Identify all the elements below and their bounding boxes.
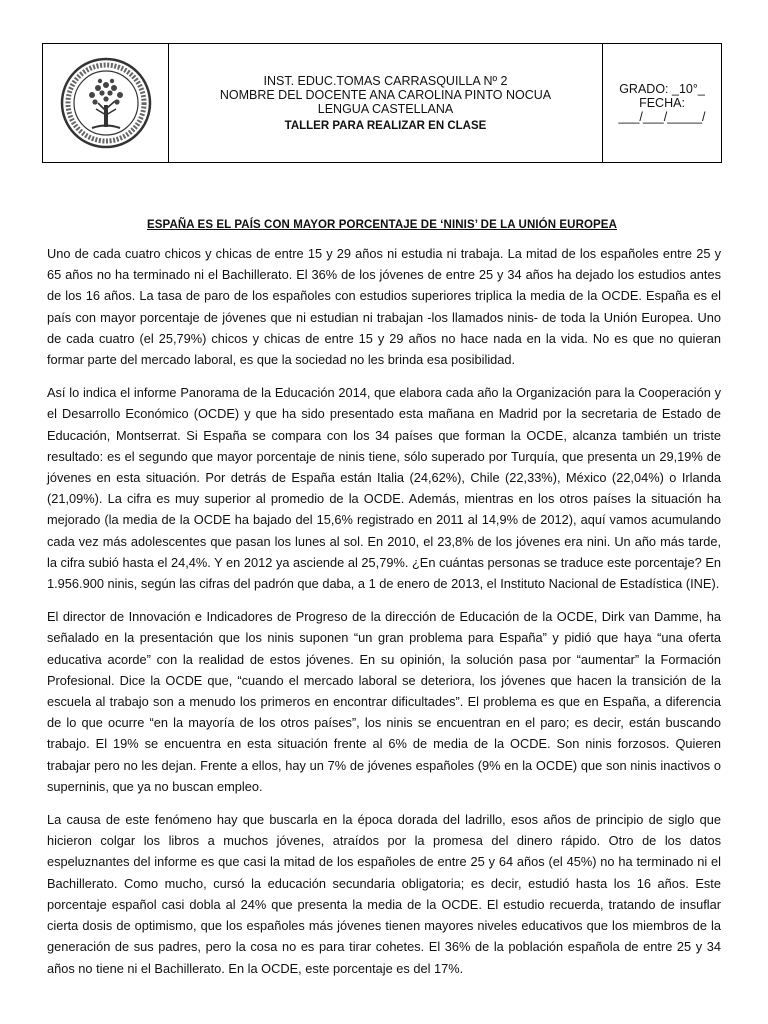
institution-info <box>169 44 603 162</box>
institution-name: INST. EDUC.TOMAS CARRASQUILLA Nº 2 <box>263 73 508 88</box>
grade-field: GRADO: _10°_ <box>619 82 705 96</box>
paragraph: Así lo indica el informe Panorama de la Educación 2014, que elabora cada año la Organización para la Cooperación y el Desarrollo Económico (OCDE) y que ha sido presentado esta mañana en Madrid por la secretaria de Estado de Educación, Montserrat. Si España se compara con los 34 países que forman la OCDE, alcanza también un triste resultado: es el segundo que mayor porcentaje de ninis tiene, sólo superado por Turquía, que presenta un 29,19% de jóvenes en esta situación. Por detrás de España están Italia (24,62%), Chile (22,33%), México (22,04%) o Irlanda (21,09%). La cifra es muy superior al promedio de la OCDE. Además, mientras en los otros países la situación ha mejorado (la media de la OCDE ha bajado del 15,6% registrado en 2011 al 14,9% de 2012), aquí vamos acumulando cada vez más adolescentes que pasan los lunes al sol. En 2010, el 23,8% de los jóvenes era nini. Un año más tarde, la cifra subió hasta el 24,4%. Y en 2012 ya asciende al 25,79%. ¿En cuántas personas se traduce este porcentaje? En 1.956.900 ninis, según las cifras del padrón que daba, a 1 de enero de 2013, el Instituto Nacional de Estadística (INE). <box>47 385 721 592</box>
header-table <box>42 43 722 163</box>
date-blank: ___/___/_____/ <box>618 110 706 124</box>
logo-cell <box>43 44 169 162</box>
article-body <box>47 243 721 991</box>
article-title: ESPAÑA ES EL PAÍS CON MAYOR PORCENTAJE DE ‘NINIS’ DE LA UNIÓN EUROPEA <box>147 219 617 231</box>
paragraph: La causa de este fenómeno hay que buscarla en la época dorada del ladrillo, esos años de principio de siglo que hicieron colgar los libros a muchos jóvenes, atraídos por la promesa del dinero rápido. Otro de los datos espeluznantes del informe es que casi la mitad de los españoles de entre 25 y 64 años (el 45%) no ha terminado ni el Bachillerato. Como mucho, cursó la educación secundaria obligatoria; es decir, estudió hasta los 16 años. Este porcentaje español casi dobla al 24% que presenta la media de la OCDE. El estudio recuerda, tratando de insuflar cierta dosis de optimismo, que los españoles más jóvenes tienen mayores niveles educativos que los miembros de la generación de sus padres, pero la cosa no es para tirar cohetes. El 36% de la población española de entre 25 y 34 años no tiene ni el Bachillerato. En la OCDE, este porcentaje es del 17%. <box>47 812 721 976</box>
grade-date-cell <box>603 44 721 162</box>
teacher-name: NOMBRE DEL DOCENTE ANA CAROLINA PINTO NOCUA <box>219 87 552 102</box>
workshop-label: TALLER PARA REALIZAR EN CLASE <box>284 119 487 132</box>
subject-name: LENGUA CASTELLANA <box>317 101 454 116</box>
school-seal-tree-logo-icon <box>58 55 154 151</box>
paragraph: Uno de cada cuatro chicos y chicas de entre 15 y 29 años ni estudia ni trabaja. La mitad de los españoles entre 25 y 65 años no ha terminado ni el Bachillerato. El 36% de los jóvenes de entre 25 y 34 años ha dejado los estudios antes de los 16 años. La tasa de paro de los españoles con estudios superiores triplica la media de la OCDE. España es el país con mayor porcentaje de jóvenes que ni estudian ni trabajan -los llamados ninis- de toda la Unión Europea. Uno de cada cuatro (el 25,79%) chicos y chicas de entre 15 y 29 años no hace nada en la vida. No es que no quieran formar parte del mercado laboral, es que la sociedad no les brinda esa posibilidad. <box>47 246 721 368</box>
date-label: FECHA: <box>639 96 685 110</box>
paragraph: El director de Innovación e Indicadores de Progreso de la dirección de Educación de la OCDE, Dirk van Damme, ha señalado en la presentación que los ninis suponen “un gran problema para España” y pidió que haya “una oferta educativa acorde” con la realidad de estos jóvenes. En su opinión, la solución pasa por “aumentar” la Formación Profesional. Dice la OCDE que, “cuando el mercado laboral se deteriora, los jóvenes que hacen la transición de la escuela al trabajo son a menudo los primeros en encontrar dificultades”. El problema es que en España, a diferencia de lo que ocurre “en la mayoría de los otros países”, los ninis se encuentran en el paro; es decir, están buscando trabajo. El 19% se encuentra en esta situación frente al 6% de media de la OCDE. Son ninis forzosos. Quieren trabajar pero no les dejan. Frente a ellos, hay un 7% de jóvenes españoles (9% en la OCDE) que son ninis inactivos o superninis, que ya no buscan empleo. <box>47 609 721 794</box>
